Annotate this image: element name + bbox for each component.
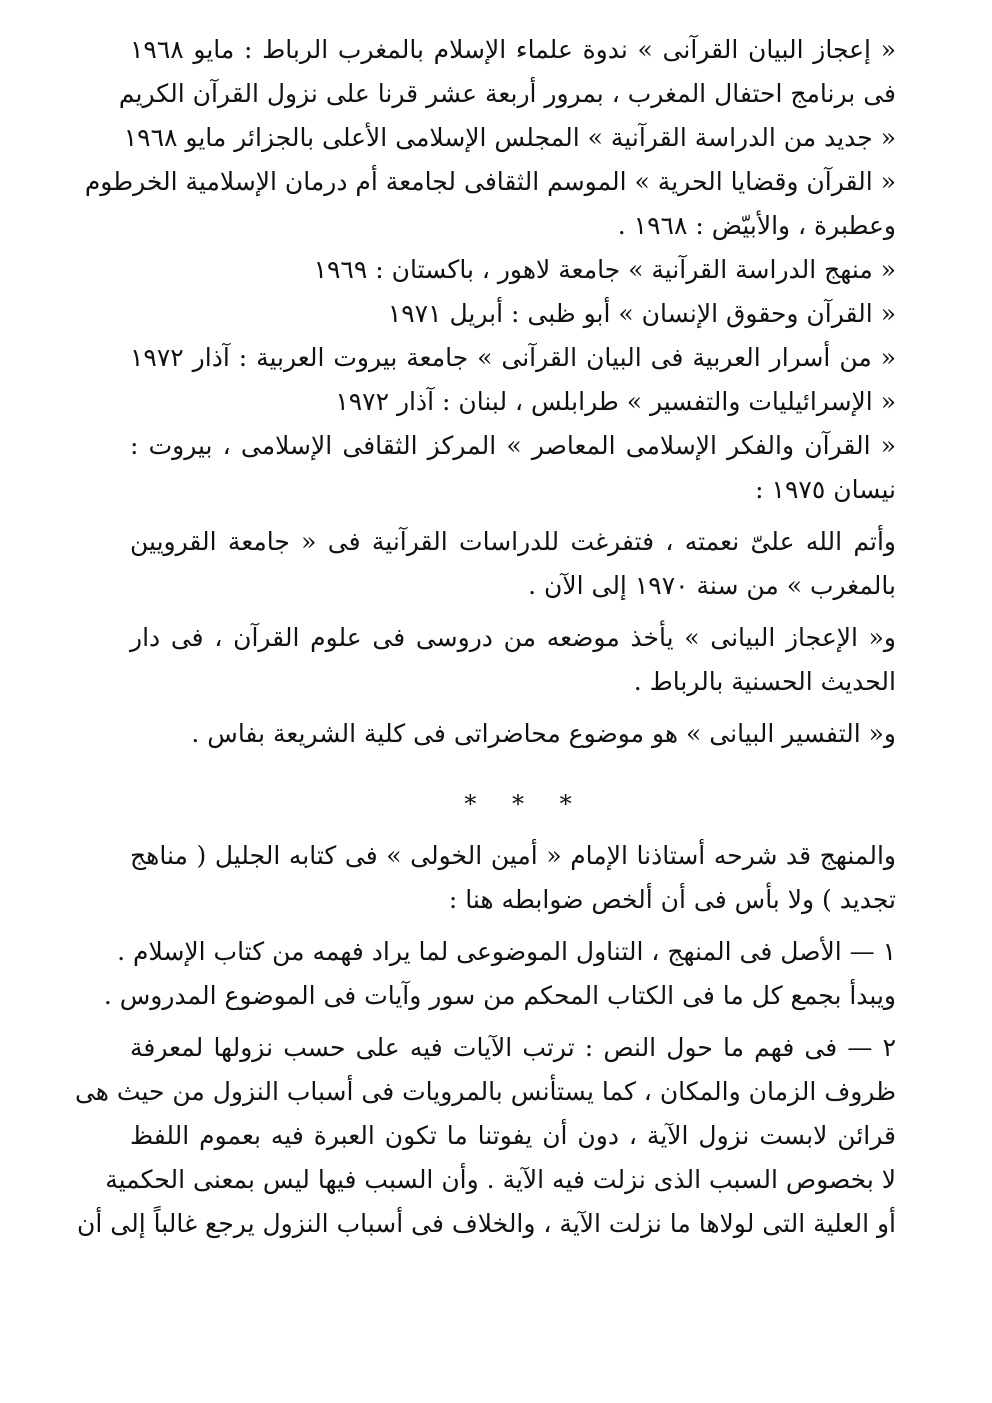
- paragraph-line: لا بخصوص السبب الذى نزلت فيه الآية . وأن السبب فيها ليس بمعنى الحكمية: [105, 1165, 896, 1194]
- paragraph-line: قرائن لابست نزول الآية ، دون أن يفوتنا ما تكون العبرة فيه بعموم اللفظ: [130, 1121, 896, 1150]
- lecture-line: فى برنامج احتفال المغرب ، بمرور أربعة عشر قرنا على نزول القرآن الكريم: [118, 79, 896, 108]
- paragraph-line: و« الإعجاز البيانى » يأخذ موضعه من دروسى فى علوم القرآن ، فى دار: [130, 623, 896, 652]
- paragraph-line: و« التفسير البيانى » هو موضوع محاضراتى فى كلية الشريعة بفاس .: [191, 719, 896, 748]
- lecture-line: « القرآن وحقوق الإنسان » أبو ظبى : أبريل ١٩٧١: [387, 299, 896, 328]
- lectures-list: [84, 28, 896, 512]
- paragraph-line: أو العلية التى لولاها ما نزلت الآية ، والخلاف فى أسباب النزول يرجع غالباً إلى أن: [77, 1209, 896, 1238]
- paragraph-line: الحديث الحسنية بالرباط .: [633, 667, 896, 696]
- lecture-line: « منهج الدراسة القرآنية » جامعة لاهور ، باكستان : ١٩٦٩: [313, 255, 896, 284]
- rule-one: [103, 930, 896, 1018]
- paragraph-line: والمنهج قد شرحه أستاذنا الإمام « أمين الخولى » فى كتابه الجليل ( مناهج: [130, 841, 896, 870]
- paragraph-line: تجديد ) ولا بأس فى أن ألخص ضوابطه هنا :: [448, 885, 896, 914]
- lecture-line: نيسان ١٩٧٥ :: [755, 475, 896, 504]
- lecture-line: « الإسرائيليات والتفسير » طرابلس ، لبنان : آذار ١٩٧٢: [335, 387, 896, 416]
- lecture-line: « جديد من الدراسة القرآنية » المجلس الإسلامى الأعلى بالجزائر مايو ١٩٦٨: [123, 123, 896, 152]
- rule-two: [74, 1026, 896, 1246]
- lecture-line: « إعجاز البيان القرآنى » ندوة علماء الإسلام بالمغرب الرباط : مايو ١٩٦٨: [130, 35, 896, 64]
- paragraph-method: [130, 834, 896, 922]
- paragraph-line: بالمغرب » من سنة ١٩٧٠ إلى الآن .: [528, 571, 896, 600]
- lecture-line: « القرآن والفكر الإسلامى المعاصر » المركز الثقافى الإسلامى ، بيروت :: [130, 431, 896, 460]
- paragraph-qarawiyyin: [130, 520, 896, 608]
- paragraph-line: ويبدأ بجمع كل ما فى الكتاب المحكم من سور وآيات فى الموضوع المدروس .: [103, 981, 896, 1010]
- paragraph-line: وأتم الله علىّ نعمته ، فتفرغت للدراسات القرآنية فى « جامعة القرويين: [130, 527, 896, 556]
- paragraph-line: ١ — الأصل فى المنهج ، التناول الموضوعى لما يراد فهمه من كتاب الإسلام .: [117, 937, 896, 966]
- lecture-line: « القرآن وقضايا الحرية » الموسم الثقافى لجامعة أم درمان الإسلامية الخرطوم: [84, 167, 896, 196]
- paragraph-tafsir: [130, 712, 896, 756]
- paragraph-line: ٢ — فى فهم ما حول النص : ترتب الآيات فيه على حسب نزولها لمعرفة: [130, 1033, 896, 1062]
- paragraph-line: ظروف الزمان والمكان ، كما يستأنس بالمرويات فى أسباب النزول من حيث هى: [74, 1077, 896, 1106]
- lecture-line: « من أسرار العربية فى البيان القرآنى » جامعة بيروت العربية : آذار ١٩٧٢: [130, 343, 896, 372]
- paragraph-ijaz: [130, 616, 896, 704]
- lecture-line: وعطبرة ، والأبيّض : ١٩٦٨ .: [617, 211, 896, 240]
- section-separator: * * *: [464, 790, 586, 818]
